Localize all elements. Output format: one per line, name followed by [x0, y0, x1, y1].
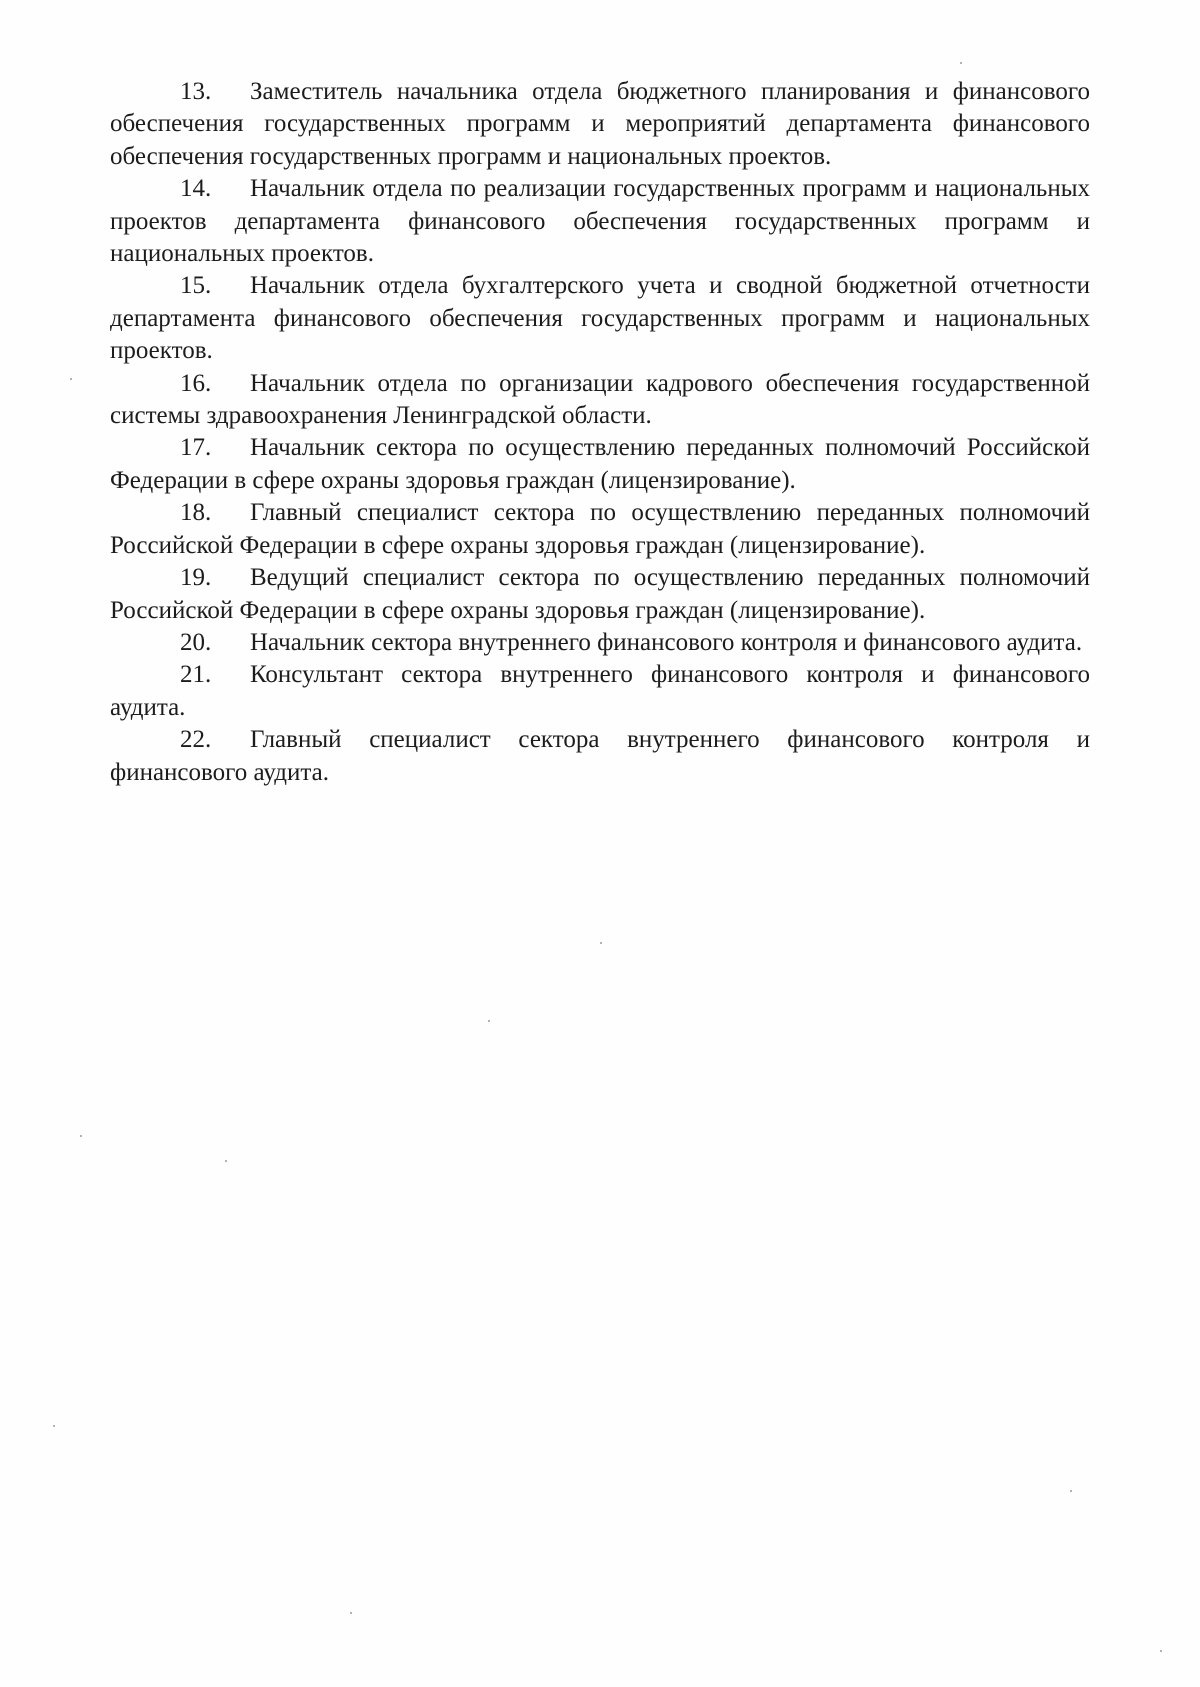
scan-speck: [1160, 1650, 1162, 1652]
scan-speck: [960, 62, 962, 64]
item-text: Начальник сектора внутреннего финансового контроля и финансового аудита.: [250, 628, 1083, 656]
scan-speck: [225, 1160, 227, 1162]
scan-speck: [80, 1135, 82, 1137]
item-number: 15.: [180, 272, 212, 300]
document-body: [110, 76, 1090, 789]
item-text: Начальник отдела по реализации государственных программ и национальных проектов департамента финансового обеспечения государственных программ и национальных проектов.: [110, 175, 1090, 268]
list-item: [110, 627, 1090, 659]
scan-speck: [70, 378, 72, 380]
list-item: [110, 173, 1090, 270]
item-number: 18.: [180, 499, 212, 527]
item-number: 13.: [180, 78, 212, 105]
item-number: 22.: [180, 726, 212, 754]
scan-speck: [600, 942, 602, 944]
scan-speck: [53, 1425, 55, 1427]
item-text: Консультант сектора внутреннего финансового контроля и финансового аудита.: [110, 661, 1090, 721]
item-text: Начальник отдела по организации кадрового обеспечения государственной системы здравоохранения Ленинградской области.: [110, 369, 1090, 430]
scan-speck: [350, 1612, 352, 1614]
scan-speck: [1070, 1490, 1072, 1492]
list-item: [110, 497, 1090, 562]
scan-speck: [488, 1020, 490, 1022]
list-item: [110, 562, 1090, 627]
item-number: 21.: [180, 661, 212, 689]
list-item: [110, 432, 1090, 497]
item-text: Ведущий специалист сектора по осуществлению переданных полномочий Российской Федерации в сфере охраны здоровья граждан (лицензирование).: [110, 564, 1090, 624]
item-text: Заместитель начальника отдела бюджетного планирования и финансового обеспечения государственных программ и мероприятий департамента финансового обеспечения государственных программ и национальных проектов.: [110, 78, 1090, 170]
item-number: 19.: [180, 564, 212, 592]
item-number: 16.: [180, 369, 212, 397]
item-text: Главный специалист сектора внутреннего финансового контроля и финансового аудита.: [110, 726, 1090, 786]
list-item: [110, 368, 1090, 433]
list-item: [110, 76, 1090, 173]
list-item: [110, 724, 1090, 789]
item-text: Начальник отдела бухгалтерского учета и сводной бюджетной отчетности департамента финансового обеспечения государственных программ и национальных проектов.: [110, 272, 1090, 365]
list-item: [110, 270, 1090, 367]
list-item: [110, 659, 1090, 724]
item-number: 17.: [180, 434, 212, 462]
item-number: 14.: [180, 175, 212, 203]
item-number: 20.: [180, 628, 212, 656]
item-text: Главный специалист сектора по осуществлению переданных полномочий Российской Федерации в сфере охраны здоровья граждан (лицензирование).: [110, 499, 1090, 559]
item-text: Начальник сектора по осуществлению переданных полномочий Российской Федерации в сфере охраны здоровья граждан (лицензирование).: [110, 434, 1090, 494]
